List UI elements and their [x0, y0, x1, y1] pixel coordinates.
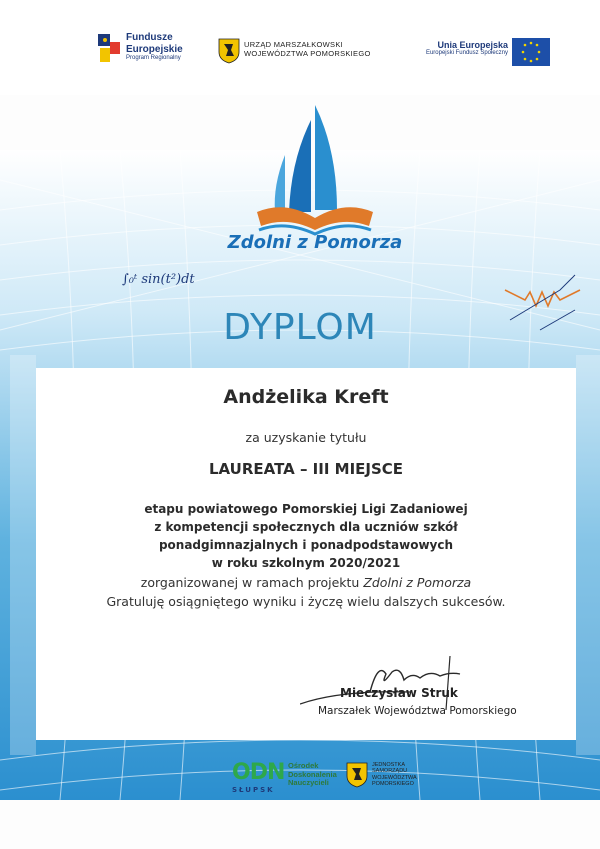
- office-line1: URZĄD MARSZAŁKOWSKI: [244, 40, 344, 49]
- jst-logo: [346, 760, 436, 800]
- right-strip: [576, 355, 600, 755]
- eu-funds-icon: [98, 34, 122, 64]
- odn-city: SŁUPSK: [232, 786, 275, 794]
- left-binary-strip: [10, 355, 36, 755]
- office-line2: WOJEWÓDZTWA POMORSKIEGO: [244, 48, 371, 58]
- detail-line: w roku szkolnym 2020/2021: [211, 556, 401, 570]
- office-logo: [218, 38, 378, 70]
- detail-line: etapu powiatowego Pomorskiej Ligi Zadaniowej: [144, 502, 468, 516]
- congratulations-text: Gratuluję osiągniętego wyniku i życzę wielu dalszych sukcesów.: [106, 594, 506, 609]
- for-title-text: za uzyskanie tytułu: [245, 430, 367, 445]
- jst-line3: WOJEWÓDZTWA: [372, 774, 417, 781]
- eu-funds-line3: Program Regionalny: [126, 55, 181, 61]
- detail-line: z kompetencji społecznych dla uczniów szkół: [154, 520, 458, 534]
- organized-prefix: zorganizowanej w ramach projektu: [140, 575, 364, 590]
- jst-line2: SAMORZĄDU: [372, 768, 408, 775]
- diploma-title: DYPLOM: [223, 307, 377, 348]
- odn-line2: Doskonalenia: [288, 769, 337, 779]
- organized-project: Zdolni z Pomorza: [363, 575, 472, 590]
- organized-line: [36, 575, 576, 590]
- odn-logo: [232, 760, 342, 800]
- competition-details: [36, 500, 576, 572]
- jst-line1: JEDNOSTKA: [372, 762, 406, 768]
- jst-line4: POMORSKIEGO: [372, 780, 414, 787]
- eu-union-line2: Europejski Fundusz Społeczny: [425, 50, 508, 57]
- eu-flag-icon: [512, 38, 550, 66]
- award-text: LAUREATA – III MIEJSCE: [208, 460, 404, 478]
- odn-line1: Ośrodek: [288, 761, 319, 770]
- eu-funds-line1: Fundusze: [126, 32, 173, 43]
- signatory-name: Mieczysław Struk: [340, 686, 458, 700]
- eu-funds-line2: Europejskie: [126, 43, 183, 55]
- eu-union-logo: [400, 38, 550, 70]
- odn-mark: ODN: [232, 760, 285, 785]
- recipient-name: Andżelika Kreft: [223, 386, 389, 408]
- detail-line: ponadgimnazjalnych i ponadpodstawowych: [158, 538, 454, 552]
- griffin-crest-icon: [218, 38, 240, 64]
- griffin-crest-small-icon: [346, 762, 368, 788]
- odn-line3: Nauczycieli: [288, 778, 329, 788]
- signatory-role: Marszałek Województwa Pomorskiego: [318, 705, 517, 717]
- brand-name: Zdolni z Pomorza: [227, 232, 403, 253]
- integral-formula: ∫₀ᵗ sin(t²)dt: [122, 272, 195, 287]
- handwritten-signature: [300, 652, 500, 712]
- eu-funds-logo: [98, 32, 208, 72]
- eu-union-line1: Unia Europejska: [437, 40, 508, 50]
